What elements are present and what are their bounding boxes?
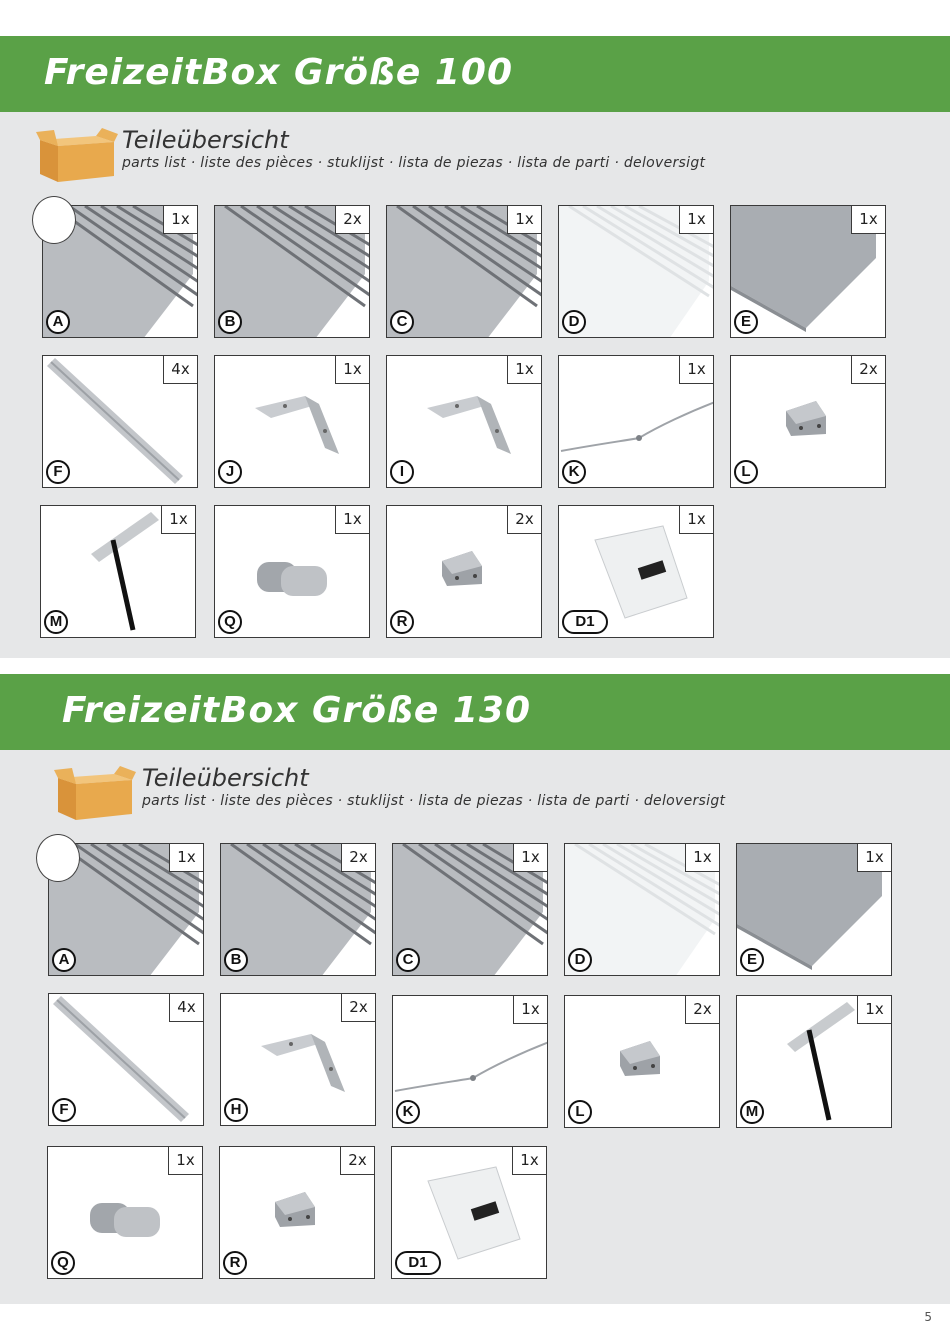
part-card [392, 843, 548, 976]
part-letter-badge: M [44, 610, 68, 634]
quantity-label: 1x [507, 205, 542, 234]
quantity-label: 1x [507, 355, 542, 384]
cardboard-box-icon [36, 126, 118, 182]
part-card [219, 1146, 375, 1279]
part-letter-badge: R [223, 1251, 247, 1275]
part-letter-badge: D [562, 310, 586, 334]
part-letter-badge: B [218, 310, 242, 334]
quantity-label: 1x [513, 843, 548, 872]
part-card [736, 995, 892, 1128]
part-letter-badge: D1 [395, 1251, 441, 1275]
quantity-label: 4x [163, 355, 198, 384]
part-letter-badge: I [390, 460, 414, 484]
part-card [214, 505, 370, 638]
part-card [391, 1146, 547, 1279]
part-letter-badge: L [568, 1100, 592, 1124]
part-card [564, 995, 720, 1128]
part-letter-badge: Q [218, 610, 242, 634]
part-letter-badge: A [46, 310, 70, 334]
part-card [392, 995, 548, 1128]
part-letter-badge: A [52, 948, 76, 972]
quantity-label: 1x [168, 1146, 203, 1175]
part-letter-badge: C [390, 310, 414, 334]
part-letter-badge: F [52, 1098, 76, 1122]
quantity-label: 1x [163, 205, 198, 234]
part-letter-badge: M [740, 1100, 764, 1124]
part-card [48, 993, 204, 1126]
part-letter-badge: D1 [562, 610, 608, 634]
part-letter-badge: R [390, 610, 414, 634]
quantity-label: 2x [685, 995, 720, 1024]
cardboard-box-icon [54, 764, 136, 820]
part-letter-badge: E [740, 948, 764, 972]
quantity-label: 1x [335, 505, 370, 534]
quantity-label: 1x [161, 505, 196, 534]
part-card [42, 355, 198, 488]
part-card [730, 205, 886, 338]
part-letter-badge: E [734, 310, 758, 334]
part-card [220, 993, 376, 1126]
quantity-label: 1x [685, 843, 720, 872]
part-letter-badge: H [224, 1098, 248, 1122]
quantity-label: 1x [169, 843, 204, 872]
quantity-label: 2x [335, 205, 370, 234]
quantity-label: 2x [341, 993, 376, 1022]
part-letter-badge: D [568, 948, 592, 972]
section-banner-100 [0, 36, 950, 112]
quantity-label: 2x [341, 843, 376, 872]
page-number: 5 [924, 1310, 932, 1324]
profile-detail-icon [32, 196, 76, 244]
quantity-label: 2x [851, 355, 886, 384]
part-card [558, 205, 714, 338]
part-letter-badge: F [46, 460, 70, 484]
parts-heading: Teileübersicht [142, 764, 309, 792]
part-card [386, 205, 542, 338]
quantity-label: 1x [679, 505, 714, 534]
quantity-label: 1x [857, 995, 892, 1024]
part-card [564, 843, 720, 976]
part-letter-badge: L [734, 460, 758, 484]
quantity-label: 1x [679, 205, 714, 234]
quantity-label: 4x [169, 993, 204, 1022]
quantity-label: 1x [857, 843, 892, 872]
part-card [214, 205, 370, 338]
quantity-label: 1x [512, 1146, 547, 1175]
part-letter-badge: J [218, 460, 242, 484]
parts-subtitle: parts list · liste des pièces · stuklijst · lista de piezas · lista de parti · deloversigt [142, 793, 726, 809]
section-title: FreizeitBox Größe 130 [62, 690, 532, 731]
part-card [386, 355, 542, 488]
part-card [558, 505, 714, 638]
part-card [214, 355, 370, 488]
section-title: FreizeitBox Größe 100 [44, 52, 514, 93]
quantity-label: 1x [679, 355, 714, 384]
quantity-label: 1x [513, 995, 548, 1024]
part-letter-badge: K [562, 460, 586, 484]
profile-detail-icon [36, 834, 80, 882]
quantity-label: 1x [335, 355, 370, 384]
part-letter-badge: Q [51, 1251, 75, 1275]
part-card [736, 843, 892, 976]
parts-heading: Teileübersicht [122, 126, 289, 154]
part-letter-badge: C [396, 948, 420, 972]
parts-subtitle: parts list · liste des pièces · stuklijst · lista de piezas · lista de parti · deloversigt [122, 155, 706, 171]
part-card [730, 355, 886, 488]
section-banner-130 [0, 674, 950, 750]
part-card [40, 505, 196, 638]
part-letter-badge: K [396, 1100, 420, 1124]
quantity-label: 1x [851, 205, 886, 234]
quantity-label: 2x [507, 505, 542, 534]
part-card [220, 843, 376, 976]
quantity-label: 2x [340, 1146, 375, 1175]
part-card [558, 355, 714, 488]
part-letter-badge: B [224, 948, 248, 972]
part-card [47, 1146, 203, 1279]
part-card [386, 505, 542, 638]
